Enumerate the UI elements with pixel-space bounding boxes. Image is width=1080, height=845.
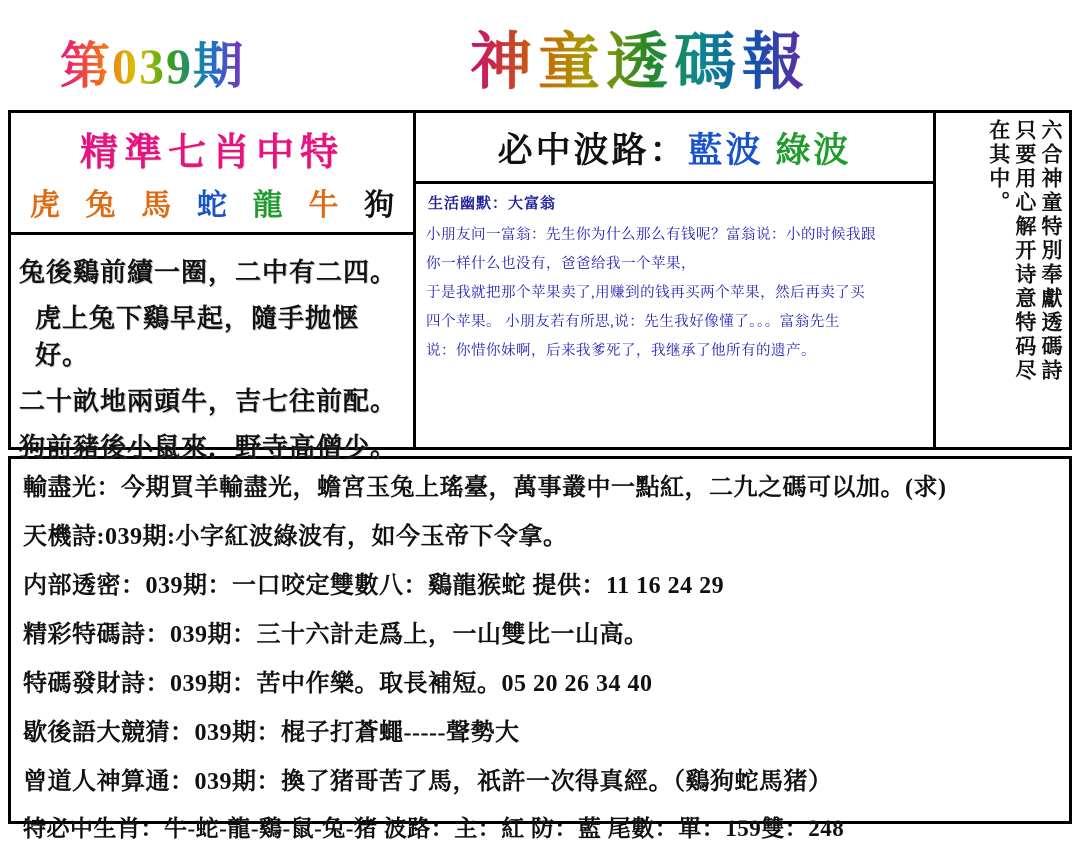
prediction-line: 精彩特碼詩：039期：三十六計走爲上，一山雙比一山高。 bbox=[23, 622, 649, 648]
prediction-line: 曾道人神算通：039期：換了猪哥苦了馬，祇許一次得真經。（鷄狗蛇馬猪） bbox=[23, 769, 833, 795]
verse-line: 兔後鷄前續一圈，二中有二四。 bbox=[19, 258, 398, 287]
wave-route-title bbox=[416, 113, 933, 181]
verse-line: 二十畝地兩頭牛，吉七往前配。 bbox=[19, 387, 398, 416]
predictions-block bbox=[8, 456, 1072, 841]
prediction-line: 輸盡光：今期買羊輸盡光，蟾宮玉兔上瑤臺，萬事叢中一點紅，二九之碼可以加。(求) bbox=[23, 475, 947, 501]
zodiac-item: 狗 bbox=[364, 189, 395, 222]
prediction-line: 特碼發財詩：039期：苦中作樂。取長補短。05 20 26 34 40 bbox=[23, 671, 653, 697]
prediction-line: 内部透密：039期：一口咬定雙數八：鷄龍猴蛇 提供：11 16 24 29 bbox=[23, 573, 725, 599]
humor-paragraph: 说：你惜你妹啊，后来我爹死了，我继承了他所有的遗产。 bbox=[426, 343, 816, 359]
zodiac-item: 馬 bbox=[141, 189, 172, 222]
seven-zodiac-panel bbox=[8, 110, 416, 462]
prediction-line: 歇後語大競猜：039期：棍子打蒼蠅-----聲勢大 bbox=[23, 720, 520, 746]
vertical-poem-column: 在其中。 bbox=[986, 119, 1011, 215]
humor-box bbox=[416, 181, 933, 447]
zodiac-list bbox=[11, 178, 413, 232]
zodiac-item: 牛 bbox=[308, 189, 339, 222]
zodiac-item: 兔 bbox=[85, 189, 116, 222]
zodiac-item: 龍 bbox=[252, 189, 283, 222]
zodiac-item: 蛇 bbox=[196, 189, 227, 222]
vertical-poem-column: 只要用心解开诗意特码尽 bbox=[1012, 119, 1037, 383]
humor-paragraph: 你一样什么也没有，爸爸给我一个苹果， bbox=[426, 256, 696, 272]
verse-line: 虎上兔下鷄早起，隨手抛惬好。 bbox=[35, 304, 360, 370]
seven-zodiac-title: 精準七肖中特 bbox=[79, 132, 344, 174]
vertical-poem-panel bbox=[936, 110, 1072, 450]
prediction-line: 特必中生肖：牛-蛇-龍-鷄-鼠-兔-猪 波路：主：紅 防：藍 尾數：單：159雙：248 bbox=[23, 816, 845, 841]
prediction-line: 天機詩:039期:小字紅波綠波有，如今玉帝下令拿。 bbox=[23, 524, 568, 550]
issue-number: 第039期 bbox=[60, 26, 245, 98]
top-band bbox=[8, 110, 1072, 462]
page-title: 神童透碼報 bbox=[470, 12, 810, 101]
wave-route-label: 必中波路： bbox=[497, 131, 688, 170]
wave-blue: 藍波 bbox=[687, 131, 764, 170]
wave-green: 綠波 bbox=[775, 131, 852, 170]
humor-paragraph: 小朋友问一富翁：先生你为什么那么有钱呢？富翁说：小的时候我跟 bbox=[426, 227, 876, 243]
verse-box bbox=[11, 232, 413, 477]
wave-and-humor-panel bbox=[416, 110, 936, 450]
zodiac-item: 虎 bbox=[29, 189, 60, 222]
humor-title: 生活幽默：大富翁 bbox=[428, 196, 557, 212]
vertical-poem-column: 六合神童特別奉獻透碼詩 bbox=[1039, 119, 1063, 383]
verse-line: 狗前豬後小鼠來．野寺高僧少。 bbox=[19, 433, 398, 462]
humor-paragraph: 四个苹果。 小朋友若有所思,说：先生我好像懂了。。。富翁先生 bbox=[426, 314, 840, 330]
humor-paragraph: 于是我就把那个苹果卖了,用赚到的钱再买两个苹果，然后再卖了买 bbox=[426, 285, 866, 301]
page-header bbox=[0, 0, 1080, 110]
